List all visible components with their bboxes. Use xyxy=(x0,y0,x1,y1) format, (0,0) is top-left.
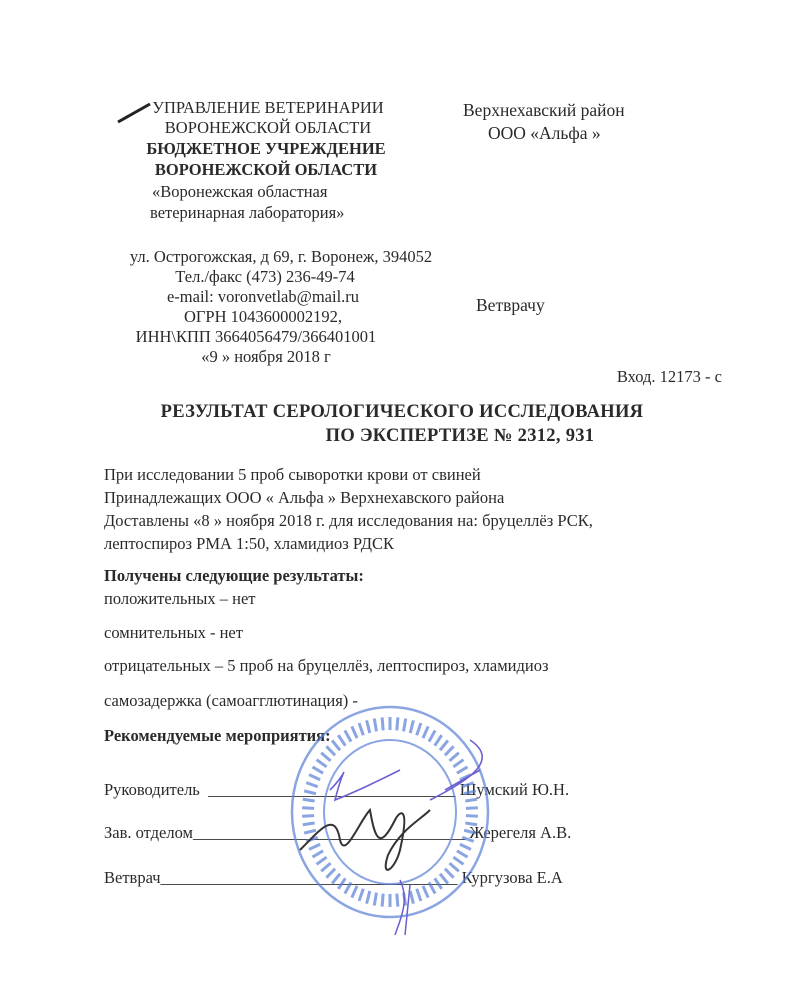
stamp-letter-mark xyxy=(417,723,421,735)
stamp-letter-mark xyxy=(453,760,463,767)
signature-role: Зав. отделом xyxy=(104,823,193,842)
stamp-letter-mark xyxy=(302,816,314,817)
stamp-letter-mark xyxy=(435,735,442,746)
result-negative: отрицательных – 5 проб на бруцеллёз, лептоспироз, хламидиоз xyxy=(104,656,549,675)
stamp-letter-mark xyxy=(359,889,363,901)
body-line: Доставлены «8 » ноября 2018 г. для исследования на: бруцеллёз РСК, xyxy=(104,511,593,530)
stamp-letter-mark xyxy=(359,723,363,735)
letter-date: «9 » ноября 2018 г xyxy=(201,347,331,366)
body-line: лептоспироз РМА 1:50, хламидиоз РДСК xyxy=(104,534,395,553)
body-line: Принадлежащих ООО « Альфа » Верхнехавского района xyxy=(104,488,505,507)
signature-line: _________________________________ xyxy=(193,823,466,842)
stamp-letter-mark xyxy=(417,889,421,901)
pen-mark xyxy=(118,104,150,122)
stamp-letter-mark xyxy=(352,726,357,738)
address: ул. Острогожская, д 69, г. Воронеж, 394052 xyxy=(129,247,433,266)
stamp-letter-mark xyxy=(326,746,335,755)
body-line: При исследовании 5 проб сыворотки крови от свиней xyxy=(104,465,481,484)
recommended-heading: Рекомендуемые мероприятия: xyxy=(104,726,331,745)
incoming-number: Вход. 12173 - с xyxy=(616,367,722,386)
stamp-letter-mark xyxy=(449,753,458,761)
company: ООО «Альфа » xyxy=(488,123,601,143)
lab-line-2: ветеринарная лаборатория» xyxy=(150,203,345,222)
signature-row-department xyxy=(104,823,571,843)
stamp-letter-mark xyxy=(309,775,320,780)
result-positive: положительных – нет xyxy=(104,589,256,608)
org-line-2: ВОРОНЕЖСКОЙ ОБЛАСТИ xyxy=(164,118,372,137)
result-self-agglutination: самозадержка (самоагглютинация) - xyxy=(104,691,358,710)
stamp-letter-mark xyxy=(382,894,383,907)
phone: Тел./факс (473) 236-49-74 xyxy=(175,267,355,286)
stamp-letter-mark xyxy=(338,735,345,746)
result-doubtful: сомнительных - нет xyxy=(104,623,243,642)
org-bold-line-1: БЮДЖЕТНОЕ УЧРЕЖДЕНИЕ xyxy=(146,139,386,158)
stamp-letter-mark xyxy=(460,775,471,780)
stamp-letter-mark xyxy=(367,891,370,904)
stamp-letter-mark xyxy=(404,893,406,906)
inn-kpp: ИНН\КПП 3664056479/366401001 xyxy=(135,327,377,346)
signature-name: Жерегеля А.В. xyxy=(469,823,572,842)
stamp-letter-mark xyxy=(457,851,468,857)
stamp-letter-mark xyxy=(445,746,454,755)
stamp-letter-mark xyxy=(410,720,413,733)
signature-row-head xyxy=(104,780,569,800)
stamp-letter-mark xyxy=(423,726,428,738)
signature-vet xyxy=(395,880,410,935)
stamp-letter-mark xyxy=(466,816,478,817)
stamp-letter-mark xyxy=(321,753,330,761)
org-line-1: УПРАВЛЕНИЕ ВЕТЕРИНАРИИ xyxy=(152,98,384,117)
signature-role: Руководитель xyxy=(104,780,209,799)
stamp-letter-mark xyxy=(457,767,468,773)
signature-name: Шумский Ю.Н. xyxy=(459,780,570,799)
title-line-2: ПО ЭКСПЕРТИЗЕ № 2312, 931 xyxy=(325,426,595,446)
stamp-letter-mark xyxy=(332,740,340,750)
stamp-letter-mark xyxy=(440,740,448,750)
stamp-letter-mark xyxy=(410,891,413,904)
stamp-letter-mark xyxy=(313,767,324,773)
stamp-letter-mark xyxy=(429,730,435,741)
district: Верхнехавский район xyxy=(463,100,625,120)
signature-name: Кургузова Е.А xyxy=(461,868,563,887)
stamp-letter-mark xyxy=(404,719,406,732)
stamp-letter-mark xyxy=(374,719,376,732)
org-bold-line-2: ВОРОНЕЖСКОЙ ОБЛАСТИ xyxy=(154,160,378,179)
signature-line: ____________________________________ xyxy=(160,868,458,887)
stamp-letter-mark xyxy=(397,894,398,907)
stamp-letter-mark xyxy=(460,844,471,849)
stamp-letter-mark xyxy=(397,717,398,730)
lab-line-1: «Воронежская областная xyxy=(152,182,328,201)
ogrn: ОГРН 1043600002192, xyxy=(183,307,343,326)
stamp-letter-mark xyxy=(367,720,370,733)
signature-role: Ветврач xyxy=(104,868,161,887)
stamp-letter-mark xyxy=(345,730,351,741)
stamp-letter-mark xyxy=(317,857,327,864)
recipient: Ветврачу xyxy=(476,295,545,315)
email: e-mail: voronvetlab@mail.ru xyxy=(166,287,360,306)
stamp-letter-mark xyxy=(374,893,376,906)
stamp-letter-mark xyxy=(302,808,314,809)
signature-row-vet xyxy=(104,868,563,888)
signature-line: ______________________________ xyxy=(208,780,456,799)
stamp-letter-mark xyxy=(313,851,324,857)
stamp-letter-mark xyxy=(309,844,320,849)
results-heading: Получены следующие результаты: xyxy=(104,566,364,585)
stamp-letter-mark xyxy=(382,717,383,730)
stamp-letter-mark xyxy=(453,857,463,864)
title-line-1: РЕЗУЛЬТАТ СЕРОЛОГИЧЕСКОГО ИССЛЕДОВАНИЯ xyxy=(160,402,644,422)
stamp-letter-mark xyxy=(317,760,327,767)
stamp-letter-mark xyxy=(466,808,478,809)
